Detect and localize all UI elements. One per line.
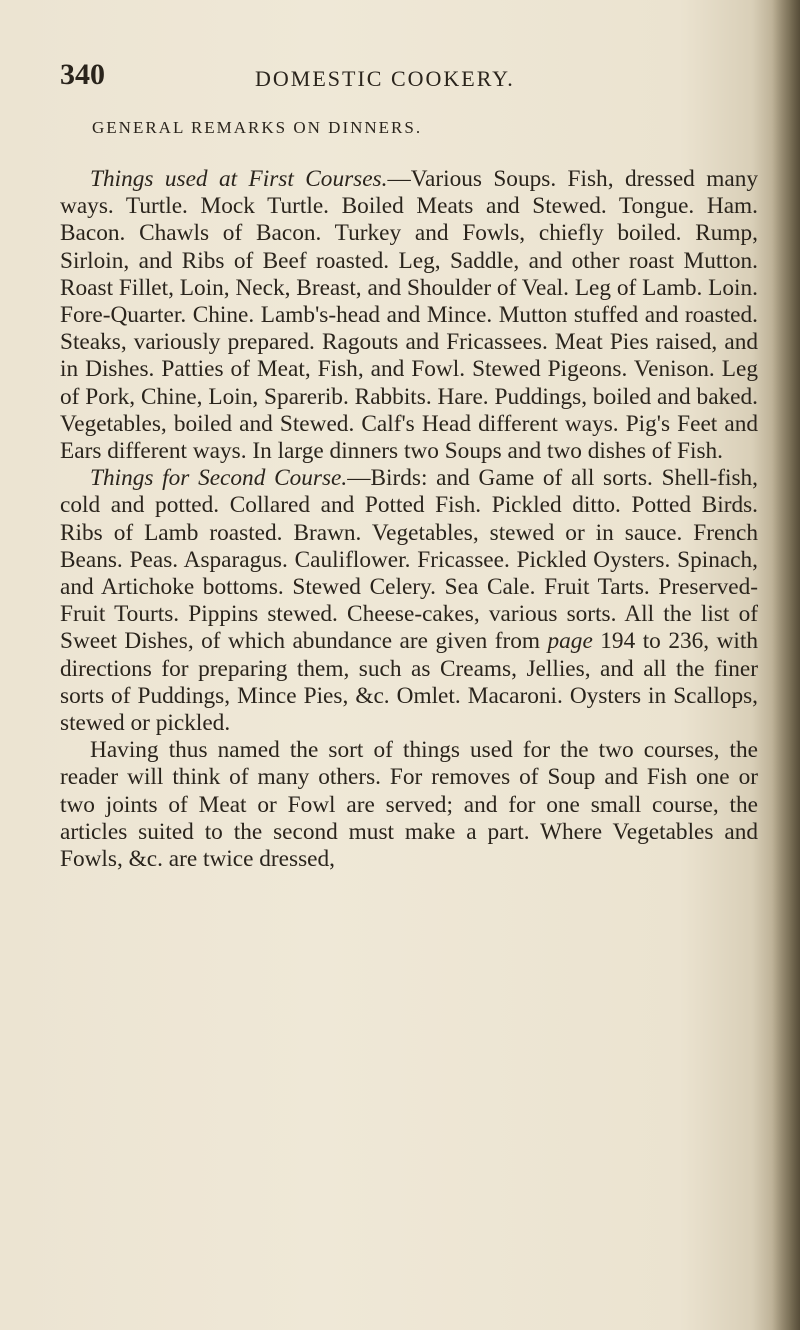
running-title: DOMESTIC COOKERY. <box>255 66 515 91</box>
paragraph-first-courses <box>60 166 758 465</box>
running-head <box>60 58 740 98</box>
paragraph-second-course <box>60 465 758 737</box>
paragraph-text-continued: 194 to 236, with directions for preparing them, such as Creams, Jellies, and all the finer sorts of Puddings, Mince Pies, &c. Omlet. Macaroni. Oysters in Scallops, stewed or pickled. <box>60 628 758 737</box>
section-heading: GENERAL REMARKS ON DINNERS. <box>92 118 423 137</box>
paragraph-text: —Various Soups. Fish, dressed many ways. Turtle. Mock Turtle. Boiled Meats and Stewed. Tongue. Ham. Bacon. Chawls of Bacon. Turkey and Fowls, chiefly boiled. Rump, Sirloin, and Ribs of Beef roasted. Leg, Saddle, and other roast Mutton. Roast Fillet, Loin, Neck, Breast, and Shoulder of Veal. Leg of Lamb. Loin. Fore-Quarter. Chine. Lamb's-head and Mince. Mutton stuffed and roasted. Steaks, variously prepared. Ragouts and Fricassees. Meat Pies raised, and in Dishes. Patties of Meat, Fish, and Fowl. Stewed Pigeons. Venison. Leg of Pork, Chine, Loin, Sparerib. Rabbits. Hare. Puddings, boiled and baked. Vegetables, boiled and Stewed. Calf's Head different ways. Pig's Feet and Ears different ways. In large dinners two Soups and two dishes of Fish. <box>60 166 758 465</box>
page-number: 340 <box>60 58 105 91</box>
page-edge-shadow <box>772 0 800 1330</box>
page-reference-word: page <box>547 628 593 655</box>
paragraph-lead: Things for Second Course. <box>90 465 348 492</box>
paragraph-text: Having thus named the sort of things used for the two courses, the reader will think of many others. For removes of Soup and Fish one or two joints of Meat or Fowl are served; and for one small course, the articles suited to the second must make a part. Where Vegetables and Fowls, &c. are twice dressed, <box>60 737 758 873</box>
paragraph-text: —Birds: and Game of all sorts. Shell-fish, cold and potted. Collared and Potted Fish. Pickled ditto. Potted Birds. Ribs of Lamb roasted. Brawn. Vegetables, stewed or in sauce. French Beans. Peas. Asparagus. Cauliflower. Fricassee. Pickled Oysters. Spinach, and Artichoke bottoms. Stewed Celery. Sea Cale. Fruit Tarts. Preserved-Fruit Tourts. Pippins stewed. Cheese-cakes, various sorts. All the list of Sweet Dishes, of which abundance are given from <box>60 465 758 655</box>
paragraph-lead: Things used at First Courses. <box>90 166 388 192</box>
body-text <box>60 166 758 873</box>
paragraph-remarks <box>60 737 758 873</box>
